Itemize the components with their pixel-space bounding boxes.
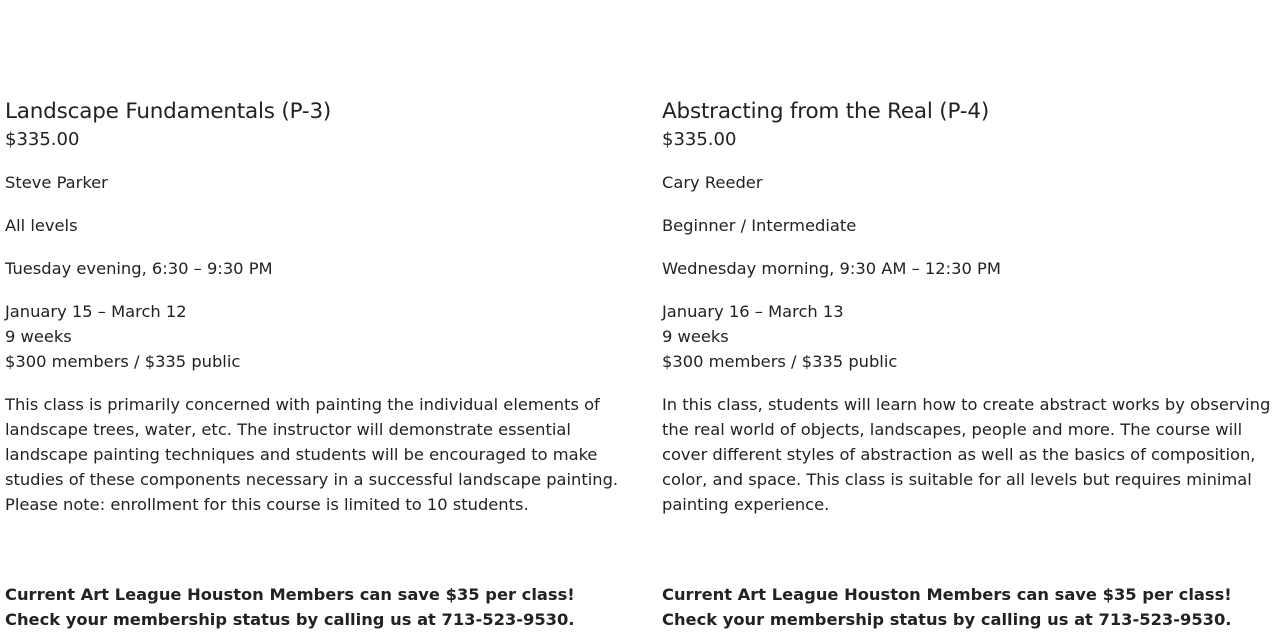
spacer bbox=[5, 152, 625, 170]
course-level: Beginner / Intermediate bbox=[662, 216, 857, 235]
course-title[interactable]: Landscape Fundamentals (P-3) bbox=[5, 99, 332, 124]
course-title[interactable]: Abstracting from the Real (P-4) bbox=[662, 99, 990, 124]
spacer bbox=[5, 281, 625, 299]
course-instructor: Cary Reeder bbox=[662, 173, 763, 192]
spacer bbox=[662, 195, 1282, 213]
spacer bbox=[662, 152, 1282, 170]
spacer bbox=[662, 281, 1282, 299]
course-duration: 9 weeks bbox=[5, 327, 72, 346]
spacer bbox=[662, 238, 1282, 256]
course-card-landscape-fundamentals bbox=[5, 97, 625, 517]
course-description: This class is primarily concerned with painting the individual elements of landscape trees, water, etc. The instructor will demonstrate essential landscape painting techniques and students will be encouraged to make studies of these components necessary in a successful landscape painting. Please note: enrollment for this course is limited to 10 students. bbox=[5, 395, 619, 514]
course-schedule: Wednesday morning, 9:30 AM – 12:30 PM bbox=[662, 259, 1001, 278]
course-schedule: Tuesday evening, 6:30 – 9:30 PM bbox=[5, 259, 273, 278]
course-duration: 9 weeks bbox=[662, 327, 729, 346]
course-price: $335.00 bbox=[5, 129, 80, 150]
spacer bbox=[5, 195, 625, 213]
course-card-abstracting-from-the-real bbox=[662, 97, 1282, 517]
spacer bbox=[5, 238, 625, 256]
course-description: In this class, students will learn how to create abstract works by observing the real world of objects, landscapes, people and more. The course will cover different styles of abstraction as well as the basics of composition, color, and space. This class is suitable for all levels but requires minimal painting experience. bbox=[662, 395, 1271, 514]
spacer bbox=[5, 374, 625, 392]
course-pricing: $300 members / $335 public bbox=[5, 352, 241, 371]
course-pricing: $300 members / $335 public bbox=[662, 352, 898, 371]
member-promo-text: Current Art League Houston Members can save $35 per class! Check your membership status by calling us at 713-523-9530. bbox=[5, 585, 575, 629]
course-price: $335.00 bbox=[662, 129, 737, 150]
member-promo-text: Current Art League Houston Members can save $35 per class! Check your membership status by calling us at 713-523-9530. bbox=[662, 585, 1232, 629]
course-instructor: Steve Parker bbox=[5, 173, 108, 192]
course-level: All levels bbox=[5, 216, 78, 235]
course-dates: January 15 – March 12 bbox=[5, 302, 187, 321]
course-dates: January 16 – March 13 bbox=[662, 302, 844, 321]
spacer bbox=[662, 374, 1282, 392]
